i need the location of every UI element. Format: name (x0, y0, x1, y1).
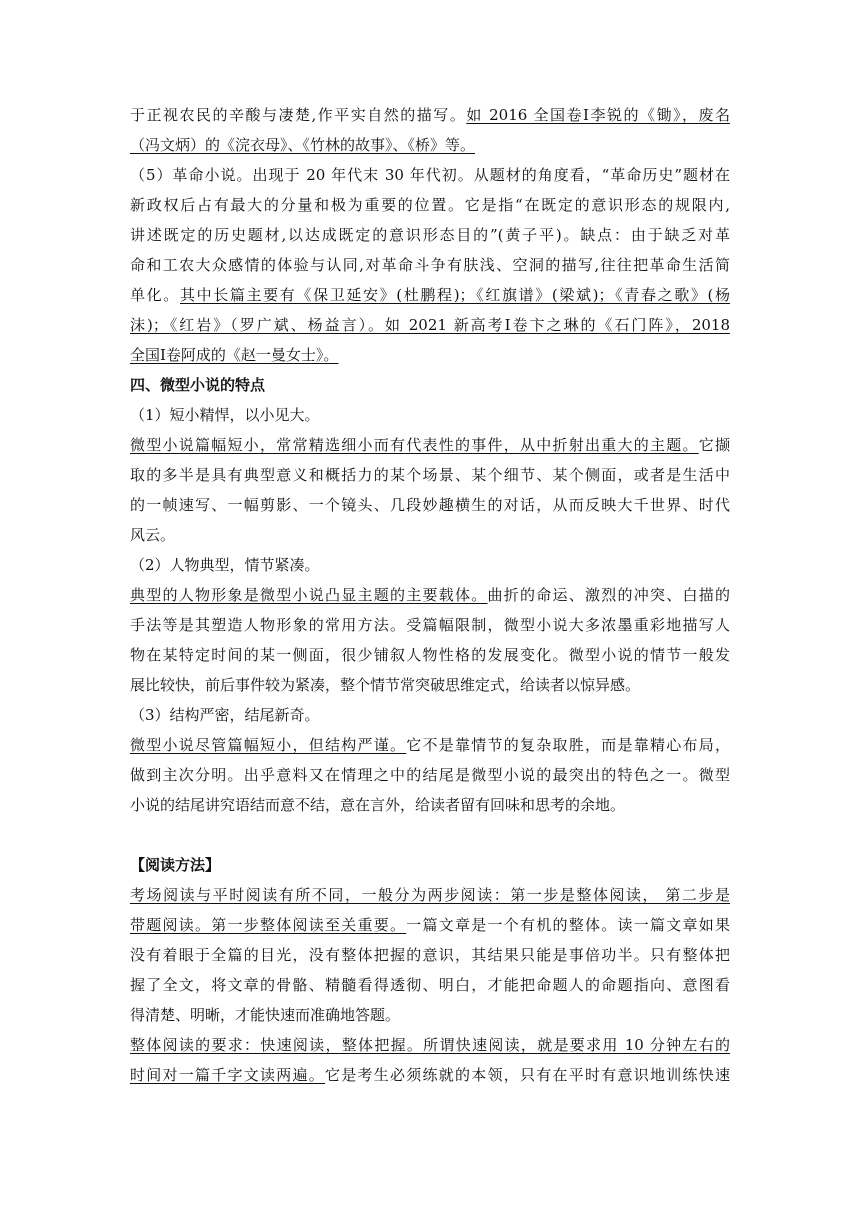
underlined-text: 全国Ⅰ卷阿成的《赵一曼女士》。 (130, 346, 339, 364)
underlined-text: （冯文炳）的《浣衣母》、《竹林的故事》、《桥》等。 (130, 136, 476, 154)
document-body (130, 100, 730, 1090)
text-run: 它撷 (698, 436, 730, 454)
text-line (130, 910, 730, 940)
text-line: 物在某特定时间的某一侧面，很少铺叙人物性格的发展变化。微型小说的情节一般发 (130, 646, 730, 664)
text-line (130, 1030, 730, 1060)
text-run: 单化。 (130, 286, 180, 304)
underlined-text: 微型小说篇幅短小，常常精选细小而有代表性的事件，从中折射出重大的主题。 (130, 436, 699, 454)
section-heading: 四、微型小说的特点 (130, 376, 266, 394)
text-line: （5）革命小说。出现于 20 年代末 30 年代初。从题材的角度看，“革命历史”题材在 (130, 166, 730, 184)
text-run: 于正视农民的辛酸与凄楚,作平实自然的描写。 (130, 106, 467, 124)
text-line (130, 430, 730, 460)
text-line: （1）短小精悍，以小见大。 (130, 406, 320, 424)
text-line (130, 280, 730, 310)
underlined-text: 其中长篇主要有《保卫延安》(杜鹏程)；《红旗谱》(梁斌)；《青春之歌》(杨 (179, 286, 730, 304)
text-line: 的一帧速写、一幅剪影、一个镜头、几段妙趣横生的对话，从而反映大千世界、时代 (130, 496, 730, 514)
underlined-text: 如 2016 全国卷Ⅰ李锐的《锄》，废名 (466, 106, 730, 124)
text-run: 它是考生必须练就的本领，只有在平时有意识地训练快速 (325, 1066, 730, 1084)
text-run: 曲折的命运、激烈的冲突、白描的 (487, 586, 730, 604)
underlined-text: 时间对一篇千字文读两遍。 (130, 1066, 325, 1084)
text-run: 它不是靠情节的复杂取胜，而是靠精心布局， (406, 736, 730, 754)
text-line: 取的多半是具有典型意义和概括力的某个场景、某个细节、某个侧面，或者是生活中 (130, 466, 730, 484)
underlined-text: 沫)；《红岩》（罗广斌、杨益言）。如 2021 新高考Ⅰ卷卞之琳的《石门阵》，2018 (130, 316, 730, 334)
text-line: 没有着眼于全篇的目光，没有整体把握的意识，其结果只能是事倍功半。只有整体把 (130, 946, 730, 964)
text-line (130, 880, 730, 910)
text-line (130, 340, 730, 370)
text-line: 讲述既定的历史题材,以达成既定的意识形态目的”(黄子平)。缺点：由于缺乏对革 (130, 226, 730, 244)
text-line (130, 310, 730, 340)
text-line (130, 580, 730, 610)
text-line: 命和工农大众感情的体验与认同,对革命斗争有肤浅、空洞的描写,往往把革命生活简 (130, 256, 730, 274)
text-line: 风云。 (130, 526, 176, 544)
text-line: 展比较快，前后事件较为紧凑，整个情节常突破思维定式，给读者以惊异感。 (130, 676, 641, 694)
paragraph-gap (130, 820, 730, 850)
text-line: 新政权后占有最大的分量和极为重要的位置。它是指“在既定的意识形态的规限内, (130, 196, 730, 214)
text-line (130, 130, 730, 160)
underlined-text: 考场阅读与平时阅读有所不同，一般分为两步阅读：第一步是整体阅读， 第二步是 (130, 886, 730, 904)
text-line (130, 1060, 730, 1090)
text-run: 一篇文章是一个有机的整体。读一篇文章如果 (406, 916, 730, 934)
section-heading: 【阅读方法】 (130, 856, 221, 874)
underlined-text: 微型小说尽管篇幅短小，但结构严谨。 (130, 736, 407, 754)
underlined-text: 典型的人物形象是微型小说凸显主题的主要载体。 (130, 586, 488, 604)
text-line: 握了全文，将文章的骨骼、精髓看得透彻、明白，才能把命题人的命题指向、意图看 (130, 976, 730, 994)
underlined-text: 整体阅读的要求：快速阅读，整体把握。所谓快速阅读，就是要求用 10 分钟左右的 (130, 1036, 730, 1054)
text-line (130, 730, 730, 760)
text-line: 手法等是其塑造人物形象的常用方法。受篇幅限制，微型小说大多浓墨重彩地描写人 (130, 616, 730, 634)
text-line: 小说的结尾讲究语结而意不结，意在言外，给读者留有回味和思考的余地。 (130, 796, 626, 814)
text-line: 得清楚、明晰，才能快速而准确地答题。 (130, 1006, 401, 1024)
text-line: 做到主次分明。出乎意料又在情理之中的结尾是微型小说的最突出的特色之一。微型 (130, 766, 730, 784)
text-line: （2）人物典型，情节紧凑。 (130, 556, 320, 574)
text-line: （3）结构严密，结尾新奇。 (130, 706, 320, 724)
underlined-text: 带题阅读。第一步整体阅读至关重要。 (130, 916, 407, 934)
text-line (130, 100, 730, 130)
